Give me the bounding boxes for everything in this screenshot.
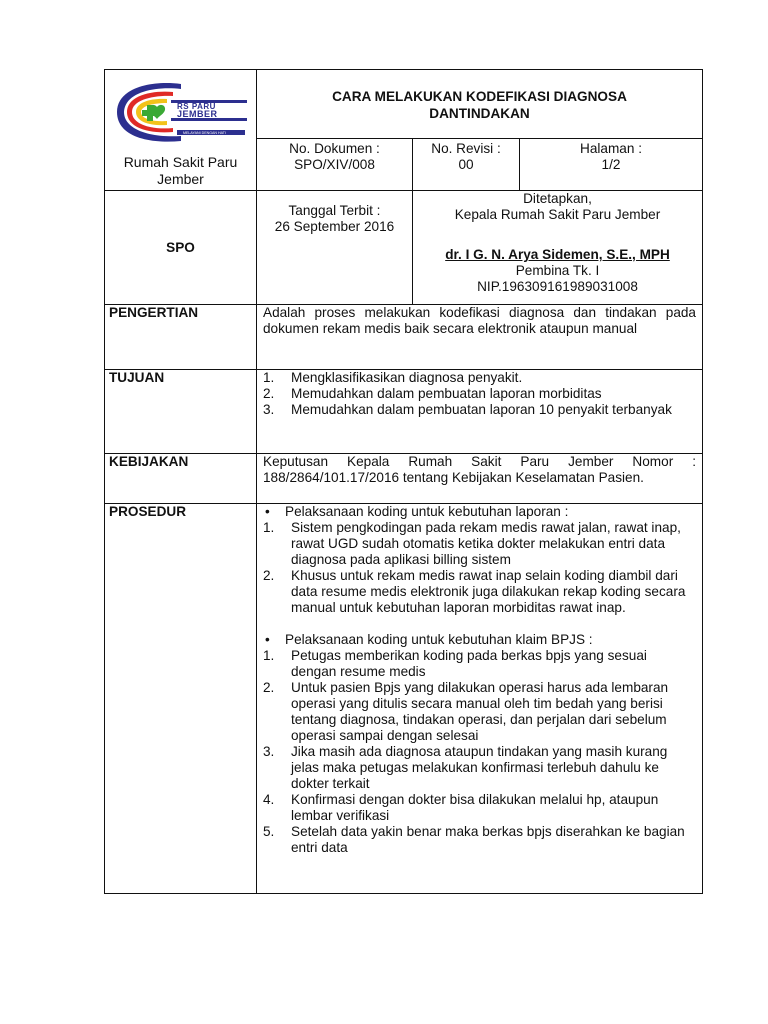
logo-text-main: JEMBER (177, 109, 218, 119)
pengertian-text: Adalah proses melakukan kodefikasi diagnosa dan tindakan pada dokumen rekam medis baik secara elektronik ataupun manual (257, 305, 703, 370)
no-dokumen-label: No. Dokumen : (289, 141, 380, 157)
spo-label: SPO (105, 191, 257, 305)
halaman-cell (520, 139, 703, 191)
prosedur-section-2-list (261, 648, 698, 856)
tujuan-list (261, 370, 698, 418)
tujuan-label: TUJUAN (105, 370, 257, 454)
list-item: 3. Memudahkan dalam pembuatan laporan 10 penyakit terbanyak (263, 402, 672, 417)
list-item: 3. Jika masih ada diagnosa ataupun tindakan yang masih kurang jelas maka petugas melakukan konfirmasi terlebuh dahulu ke dokter terkait (263, 744, 668, 791)
no-revisi-value: 00 (458, 157, 474, 173)
list-item: 2. Memudahkan dalam pembuatan laporan morbiditas (263, 386, 602, 401)
hospital-name: Rumah Sakit Paru Jember (123, 154, 238, 187)
bullet-icon: • (265, 504, 270, 519)
pangkat-text: Pembina Tk. I (515, 263, 600, 278)
list-item: 2. Khusus untuk rekam medis rawat inap selain koding diambil dari data resume medis elektronik juga dilakukan rekap koding secara manual untuk kebutuhan laporan morbiditas rawat inap. (263, 568, 686, 615)
prosedur-section-1-heading: • Pelaksanaan koding untuk kebutuhan laporan : (265, 504, 569, 519)
kebijakan-label: KEBIJAKAN (105, 454, 257, 504)
prosedur-cell (257, 504, 703, 894)
no-dokumen-value: SPO/XIV/008 (294, 157, 375, 173)
document-title (257, 70, 703, 139)
no-dokumen-cell (257, 139, 413, 191)
logo-tagline: MELAYANI DENGAN HATI (183, 131, 226, 135)
halaman-value: 1/2 (601, 157, 621, 173)
title-line-2: DANTINDAKAN (429, 106, 530, 121)
tanggal-terbit-cell (257, 191, 413, 305)
kebijakan-text: Keputusan Kepala Rumah Sakit Paru Jember Nomor : 188/2864/101.17/2016 tentang Kebijakan Keselamatan Pasien. (257, 454, 703, 504)
logo-text-top: RS PARU (177, 102, 216, 111)
list-item: 1. Mengklasifikasikan diagnosa penyakit. (263, 370, 523, 385)
spo-table (104, 69, 703, 894)
tanggal-terbit-label: Tanggal Terbit : (288, 203, 381, 218)
jabatan-text: Kepala Rumah Sakit Paru Jember (454, 207, 661, 222)
no-revisi-cell (413, 139, 520, 191)
list-item: 1. Petugas memberikan koding pada berkas bpjs yang sesuai dengan resume medis (263, 648, 647, 679)
title-line-1: CARA MELAKUKAN KODEFIKASI DIAGNOSA (332, 89, 627, 104)
halaman-label: Halaman : (580, 141, 642, 157)
prosedur-label: PROSEDUR (105, 504, 257, 894)
rs-paru-jember-logo-icon (111, 78, 251, 144)
ditetapkan-text: Ditetapkan, (523, 191, 592, 206)
hospital-header-cell (105, 70, 257, 191)
list-item: 2. Untuk pasien Bpjs yang dilakukan operasi harus ada lembaran operasi yang ditulis secara manual oleh tim bedah yang berisi tentang diagnosa, tindakan operasi, dan perjalan dari sebelum operasi sampai dengan selesai (263, 680, 669, 743)
tujuan-list-cell (257, 370, 703, 454)
signer-name: dr. I G. N. Arya Sidemen, S.E., MPH (445, 247, 670, 262)
prosedur-section-1-list (261, 520, 698, 616)
penetapan-cell (413, 191, 703, 305)
nip-text: NIP.196309161989031008 (477, 279, 638, 294)
pengertian-label: PENGERTIAN (105, 305, 257, 370)
no-revisi-label: No. Revisi : (431, 141, 501, 157)
tanggal-terbit-value: 26 September 2016 (274, 219, 395, 234)
list-item: 5. Setelah data yakin benar maka berkas bpjs diserahkan ke bagian entri data (263, 824, 685, 855)
prosedur-section-2-heading: • Pelaksanaan koding untuk kebutuhan klaim BPJS : (265, 632, 593, 647)
bullet-icon: • (265, 632, 270, 647)
spo-document (104, 69, 702, 894)
list-item: 1. Sistem pengkodingan pada rekam medis rawat jalan, rawat inap, rawat UGD sudah otomatis ketika dokter melakukan entri data diagnosa pada aplikasi billing sistem (263, 520, 681, 567)
list-item: 4. Konfirmasi dengan dokter bisa dilakukan melalui hp, ataupun lembar verifikasi (263, 792, 659, 823)
